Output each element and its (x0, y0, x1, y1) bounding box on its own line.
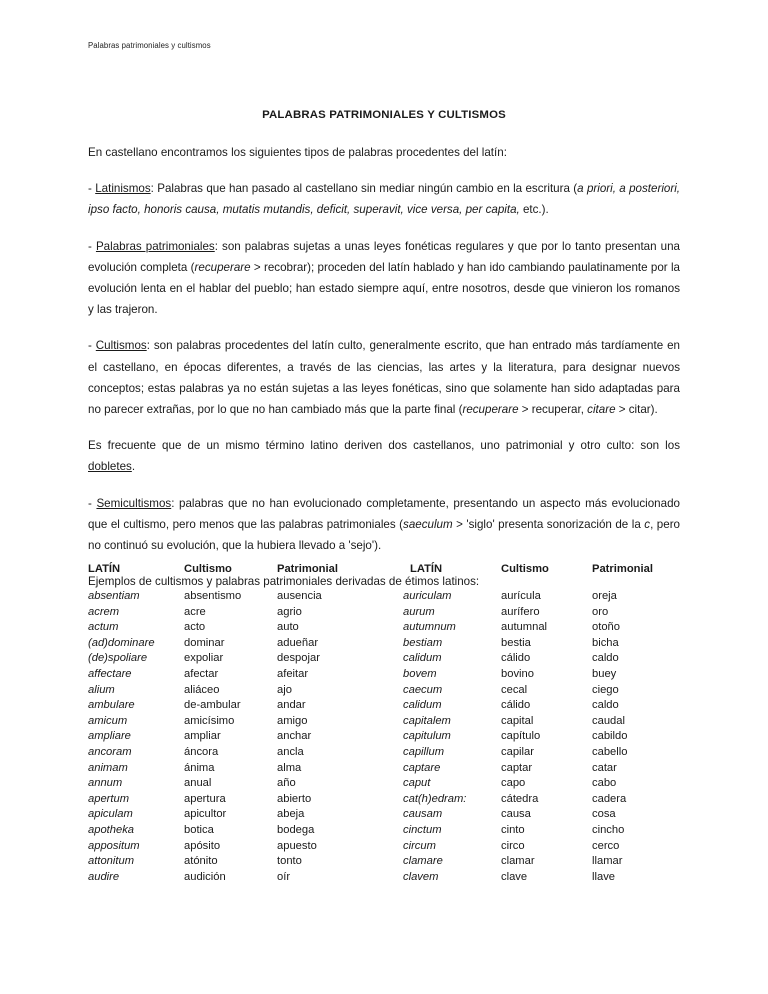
cell-cultismo: aliáceo (184, 683, 220, 696)
table-row (403, 667, 688, 683)
table-row (88, 792, 403, 808)
cell-latin: caput (403, 777, 431, 790)
cell-latin: clamare (403, 855, 443, 868)
cell-latin: attonitum (88, 855, 135, 868)
table-header-row (403, 563, 688, 589)
cell-latin: aurum (403, 605, 435, 618)
cell-patrimonial: caudal (592, 714, 625, 727)
cell-latin: clavem (403, 870, 439, 883)
table-row (403, 729, 688, 745)
table-row (403, 620, 688, 636)
paragraph-palabras-patrimoniales (88, 236, 680, 321)
table-row (88, 667, 403, 683)
cell-patrimonial: apuesto (277, 839, 317, 852)
cell-latin: absentiam (88, 590, 140, 602)
cell-cultismo: acto (184, 621, 206, 634)
table-row (88, 870, 403, 886)
cell-cultismo: áncora (184, 745, 219, 758)
table-row (403, 839, 688, 855)
cell-cultismo: aurícula (501, 590, 541, 602)
table-row (88, 636, 403, 652)
cell-cultismo: anual (184, 777, 212, 790)
term-cultismos: Cultismos (95, 339, 147, 353)
cell-patrimonial: cabildo (592, 730, 628, 743)
cultismos-body-1: : son palabras procedentes del latín culto, generalmente escrito, que han entrado más tardíamente en el castellano, en épocas diferentes, a través de las ciencias, las artes y la literatura, para designar nuevos conceptos; estas palabras ya no están sujetas a las leyes fonéticas, sino que solamente han sido adaptadas para no parecer extrañas, por lo que no han cambiado más que la parte final ( (88, 339, 680, 417)
cell-patrimonial: caldo (592, 699, 619, 712)
latinismos-examples: a priori, a posteriori, ipso facto, honoris causa, mutatis mutandis, deficit, superavit, vice versa, per capita, (88, 182, 680, 217)
cultismos-example-2: citare (587, 403, 616, 417)
cell-latin: apotheka (88, 823, 135, 836)
patrimoniales-body-1: : son palabras sujetas a unas leyes fonéticas regulares y que por lo tanto presentan una evolución completa ( (88, 239, 680, 274)
table-row (403, 651, 688, 667)
table-row (88, 807, 403, 823)
table-header-row (88, 563, 403, 589)
patrimoniales-example: recuperare (194, 260, 251, 274)
table-row (403, 605, 688, 621)
dobletes-body-2: . (131, 460, 136, 474)
cell-patrimonial: otoño (592, 621, 620, 634)
running-header: Palabras patrimoniales y cultismos (88, 41, 211, 50)
dobletes-body-1: Es frecuente que de un mismo término latino deriven dos castellanos, uno patrimonial y otro culto: son los (88, 439, 680, 453)
semicultismos-body-2: > 'siglo' presenta sonorización de la (452, 517, 645, 531)
cell-patrimonial: catar (592, 761, 617, 774)
table-row (88, 683, 403, 699)
term-dobletes: dobletes (88, 460, 132, 474)
cell-cultismo: dominar (184, 636, 225, 649)
cell-patrimonial: cosa (592, 808, 616, 821)
cell-latin: calidum (403, 652, 442, 665)
semicultismos-body-1: : palabras que no han evolucionado completamente, presentando un aspecto más evolucionado que el cultismo, pero menos que las palabras patrimoniales ( (88, 496, 680, 531)
table-row (403, 807, 688, 823)
cell-cultismo: aurífero (501, 605, 540, 618)
column-header-latin: LATÍN (410, 563, 443, 575)
cell-latin: ambulare (88, 699, 135, 712)
cell-patrimonial: anchar (277, 730, 312, 743)
cell-cultismo: audición (184, 870, 226, 883)
table-row (403, 792, 688, 808)
vocab-table-left-body (88, 589, 403, 885)
cell-patrimonial: buey (592, 667, 617, 680)
table-row (88, 620, 403, 636)
table-row (88, 698, 403, 714)
cell-cultismo: ampliar (184, 730, 221, 743)
cell-cultismo: de-ambular (184, 699, 241, 712)
cell-latin: causam (403, 808, 443, 821)
cell-cultismo: circo (501, 839, 525, 852)
table-row (88, 854, 403, 870)
semicultismos-example-2: c (644, 517, 651, 531)
table-row (403, 698, 688, 714)
cell-patrimonial: oro (592, 605, 609, 618)
cell-latin: apertum (88, 792, 130, 805)
cell-patrimonial: cerco (592, 839, 620, 852)
cell-cultismo: cálido (501, 652, 531, 665)
cell-latin: caecum (403, 683, 443, 696)
vocab-table-right-body (403, 589, 688, 885)
cell-cultismo: apicultor (184, 808, 227, 821)
cell-latin: (ad)dominare (88, 636, 155, 649)
cell-cultismo: amicísimo (184, 714, 235, 727)
cultismos-example-1: recuperare (462, 403, 519, 417)
cell-cultismo: atónito (184, 855, 218, 868)
cell-latin: bestiam (403, 636, 443, 649)
cell-cultismo: absentismo (184, 590, 242, 602)
cell-patrimonial: llamar (592, 855, 623, 868)
cell-patrimonial: oír (277, 870, 291, 883)
table-row (88, 823, 403, 839)
cell-cultismo: clave (501, 870, 528, 883)
latinismos-body-2: etc.). (519, 203, 549, 217)
cell-patrimonial: despojar (277, 652, 320, 665)
cell-patrimonial: alma (277, 761, 302, 774)
patrimoniales-body-2: > recobrar); proceden del latín hablado y han ido cambiando paulatinamente por la evolución lenta en el hablar del pueblo; han estado siempre aquí, entre nosotros, desde que vinieron los romanos y las trajeron. (88, 260, 680, 317)
paragraph-latinismos (88, 178, 680, 220)
table-row (403, 761, 688, 777)
cell-cultismo: capítulo (501, 730, 541, 743)
cell-cultismo: capital (501, 714, 534, 727)
cell-cultismo: captar (501, 761, 533, 774)
column-header-patrimonial: Patrimonial (592, 563, 653, 575)
cell-patrimonial: adueñar (277, 636, 319, 649)
cell-patrimonial: oreja (592, 590, 617, 602)
cell-latin: ancoram (88, 745, 132, 758)
cell-cultismo: autumnal (501, 621, 548, 634)
cell-patrimonial: bicha (592, 636, 619, 649)
table-row (403, 714, 688, 730)
cell-cultismo: botica (184, 823, 214, 836)
cell-latin: captare (403, 761, 441, 774)
table-row (403, 870, 688, 886)
cell-latin: bovem (403, 667, 437, 680)
table-row (88, 839, 403, 855)
cell-latin: audire (88, 870, 120, 883)
cultismos-body-2: > recuperar, (518, 403, 588, 417)
cell-latin: appositum (88, 839, 140, 852)
cell-latin: circum (403, 839, 436, 852)
cell-latin: capitulum (403, 730, 451, 743)
cell-patrimonial: cadera (592, 792, 627, 805)
cell-cultismo: ánima (184, 761, 215, 774)
cell-cultismo: apertura (184, 792, 226, 805)
page-title: PALABRAS PATRIMONIALES Y CULTISMOS (262, 109, 506, 121)
list-dash: - (88, 496, 97, 510)
cell-patrimonial: llave (592, 870, 616, 883)
column-header-cultismo: Cultismo (501, 563, 549, 575)
cell-patrimonial: ausencia (277, 590, 322, 602)
table-row (403, 823, 688, 839)
table-row (88, 761, 403, 777)
cell-patrimonial: cabo (592, 777, 617, 790)
cell-latin: amicum (88, 714, 128, 727)
cell-cultismo: bestia (501, 636, 531, 649)
cell-patrimonial: abeja (277, 808, 305, 821)
cell-patrimonial: bodega (277, 823, 315, 836)
cell-cultismo: capilar (501, 745, 534, 758)
cell-latin: alium (88, 683, 115, 696)
cell-cultismo: bovino (501, 667, 534, 680)
latinismos-body-1: : Palabras que han pasado al castellano sin mediar ningún cambio en la escritura ( (150, 182, 578, 196)
table-row (403, 589, 688, 605)
cell-latin: cinctum (403, 823, 442, 836)
term-latinismos: Latinismos (95, 182, 151, 196)
cell-patrimonial: abierto (277, 792, 312, 805)
cell-patrimonial: cincho (592, 823, 625, 836)
cell-latin: capillum (403, 745, 445, 758)
cell-latin: auriculam (403, 590, 452, 602)
cell-latin: annum (88, 777, 123, 790)
cell-latin: acrem (88, 605, 120, 618)
cell-cultismo: apósito (184, 839, 221, 852)
column-header-latin: LATÍN (88, 563, 121, 575)
table-row (88, 651, 403, 667)
cell-cultismo: expoliar (184, 652, 224, 665)
column-header-cultismo: Cultismo (184, 563, 232, 575)
cell-latin: (de)spoliare (88, 652, 148, 665)
cell-cultismo: causa (501, 808, 531, 821)
term-palabras-patrimoniales: Palabras patrimoniales (95, 239, 215, 253)
cell-latin: animam (88, 761, 128, 774)
cell-patrimonial: ancla (277, 745, 304, 758)
cultismos-body-3: > citar). (615, 403, 658, 417)
cell-latin: ampliare (88, 730, 131, 743)
vocabulary-tables (88, 563, 688, 885)
table-row (403, 776, 688, 792)
semicultismos-body-3: , pero no continuó su evolución, que la hubiera llevado a 'sejo'). (88, 517, 680, 553)
cell-latin: apiculam (88, 808, 133, 821)
cell-cultismo: cecal (501, 683, 528, 696)
intro-paragraph (88, 142, 680, 163)
cell-latin: capitalem (403, 714, 451, 727)
cell-cultismo: acre (184, 605, 206, 618)
cell-cultismo: cálido (501, 699, 531, 712)
cell-latin: actum (88, 621, 119, 634)
cell-patrimonial: cabello (592, 745, 628, 758)
cell-patrimonial: andar (277, 699, 306, 712)
cell-cultismo: clamar (501, 855, 535, 868)
table-row (88, 605, 403, 621)
table-row (403, 636, 688, 652)
semicultismos-example-1: saeculum (403, 517, 453, 531)
cell-patrimonial: afeitar (277, 667, 309, 680)
paragraph-semicultismos (88, 493, 680, 557)
cell-patrimonial: amigo (277, 714, 308, 727)
document-body (88, 108, 680, 614)
list-dash: - (88, 239, 96, 253)
cell-patrimonial: ajo (277, 683, 292, 696)
cell-latin: affectare (88, 667, 132, 680)
cell-latin: autumnum (403, 621, 456, 634)
table-row (403, 745, 688, 761)
cell-cultismo: cinto (501, 823, 525, 836)
cell-patrimonial: año (277, 777, 296, 790)
cell-patrimonial: ciego (592, 683, 619, 696)
list-dash: - (88, 182, 96, 196)
cell-cultismo: cátedra (501, 792, 539, 805)
examples-intro-text: Ejemplos de cultismos y palabras patrimoniales derivadas de étimos latinos: (88, 575, 480, 589)
cell-patrimonial: agrio (277, 605, 302, 618)
column-header-patrimonial: Patrimonial (277, 563, 338, 575)
table-row (88, 745, 403, 761)
table-row (403, 854, 688, 870)
intro-text: En castellano encontramos los siguientes tipos de palabras procedentes del latín: (88, 146, 507, 159)
paragraph-cultismos (88, 335, 680, 420)
cell-latin: calidum (403, 699, 442, 712)
vocab-table-right (403, 563, 688, 885)
cell-cultismo: capo (501, 777, 526, 790)
table-row (88, 729, 403, 745)
term-semicultismos: Semicultismos (96, 496, 172, 510)
cell-patrimonial: tonto (277, 855, 302, 868)
vocab-table-left (88, 563, 403, 885)
paragraph-dobletes (88, 435, 680, 477)
list-dash: - (88, 339, 96, 353)
cell-patrimonial: caldo (592, 652, 619, 665)
table-row (88, 714, 403, 730)
cell-latin: cat(h)edram: (403, 792, 467, 805)
table-row (88, 589, 403, 605)
table-row (88, 776, 403, 792)
cell-cultismo: afectar (184, 667, 219, 680)
cell-patrimonial: auto (277, 621, 299, 634)
table-row (403, 683, 688, 699)
